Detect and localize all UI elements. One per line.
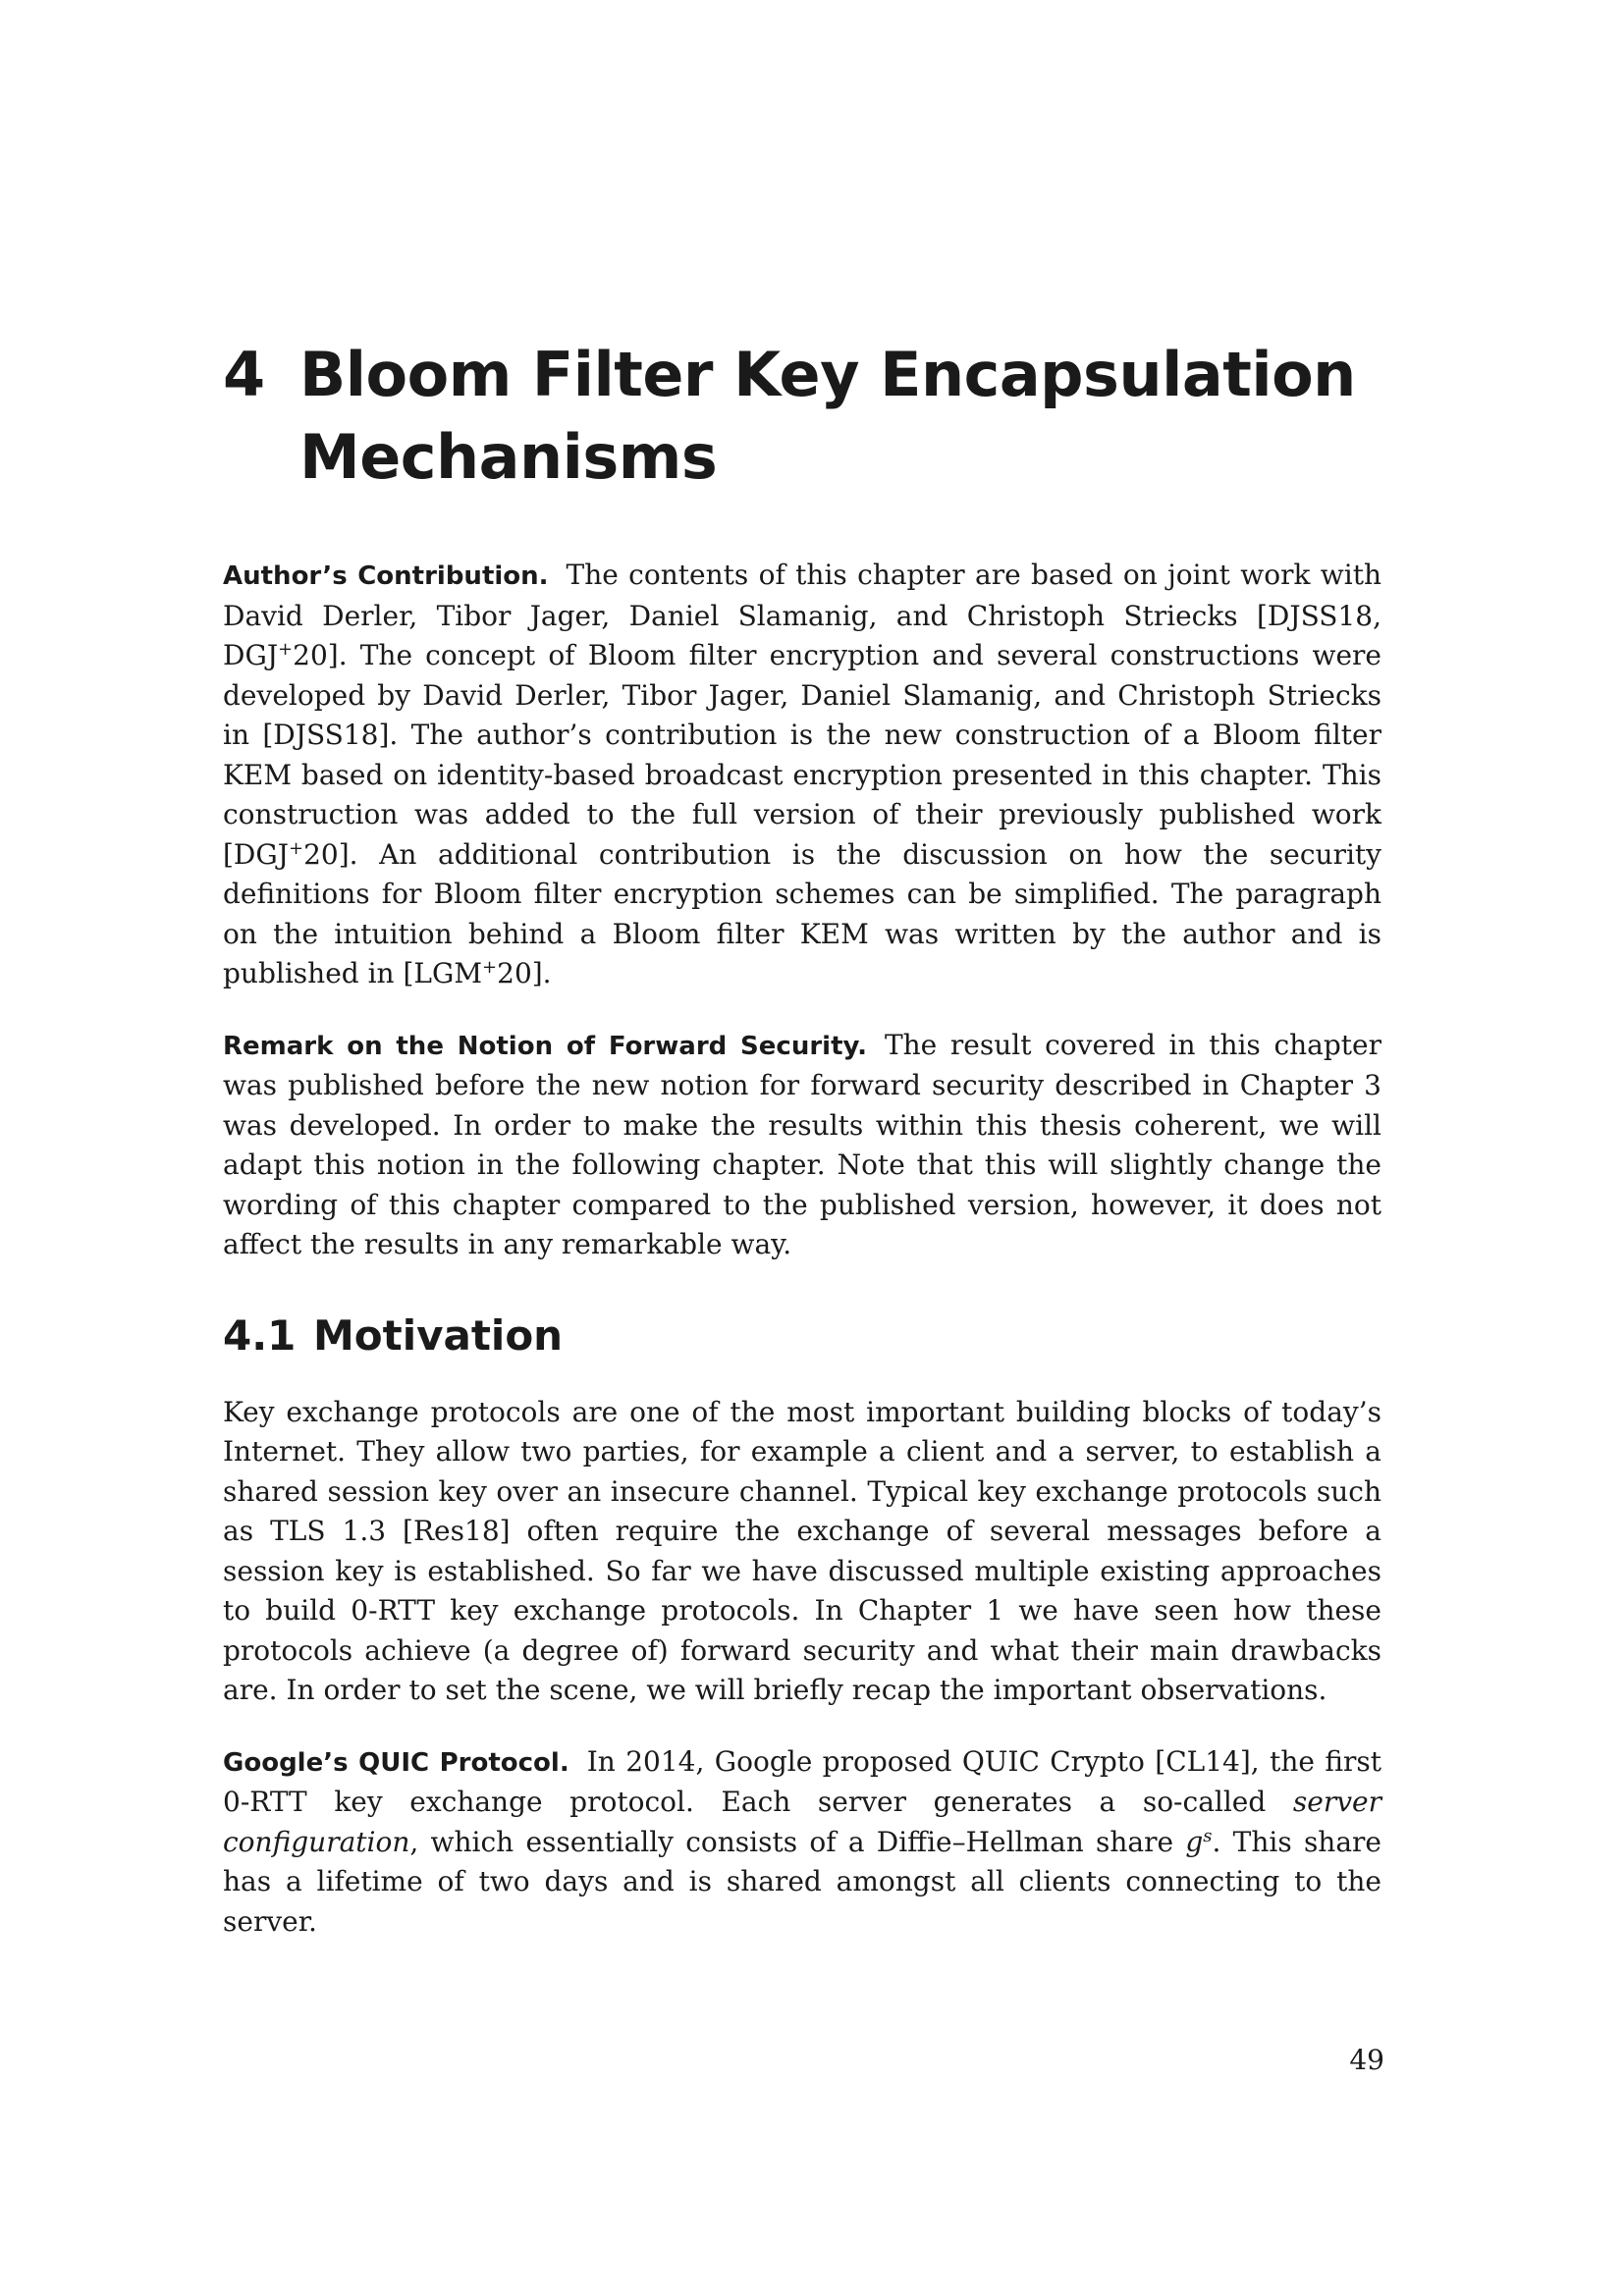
section-title: [223, 1308, 1381, 1363]
authors-contribution-heading: Author’s Contribution.: [223, 561, 549, 591]
page-number: 49: [1349, 2044, 1384, 2076]
page-content: [223, 334, 1381, 1942]
superscript-plus: +: [288, 837, 304, 859]
quic-text-2: , which essentially consists of a Diffie–Hellman share: [409, 1825, 1174, 1858]
quic-heading: Google’s QUIC Protocol.: [223, 1747, 569, 1778]
authors-contribution-paragraph: [223, 556, 1381, 994]
remark-heading: Remark on the Notion of Forward Security.: [223, 1031, 867, 1061]
quic-text-1: In 2014, Google proposed QUIC Crypto [CL14], the first 0-RTT key exchange protocol. Each server generates a so-called: [223, 1744, 1381, 1818]
server-configuration-term: server configuration: [223, 1786, 1382, 1858]
remark-paragraph: [223, 1026, 1381, 1265]
math-superscript-s: s: [1203, 1825, 1213, 1846]
quic-text-3: . This share has a lifetime of two days and is shared amongst all clients connecting to the server.: [223, 1825, 1381, 1938]
chapter-title: [223, 334, 1381, 499]
quic-paragraph: [223, 1742, 1381, 1943]
section-title-text: Motivation: [313, 1310, 564, 1360]
chapter-title-text: Bloom Filter Key Encapsulation Mechanisms: [299, 339, 1356, 493]
authors-contribution-text-3: 20]. An additional contribution is the discussion on how the security definitions for Bloom filter encryption schemes can be simplified. The paragraph on the intuition behind a Bloom filter KEM was written by the author and is published in [LGM: [223, 837, 1381, 989]
superscript-plus: +: [482, 957, 498, 978]
remark-text: The result covered in this chapter was published before the new notion for forward security described in Chapter 3 was developed. In order to make the results within this thesis coherent, we will adapt this notion in the following chapter. Note that this will slightly change the wording of this chapter compared to the published version, however, it does not affect the results in any remarkable way.: [223, 1028, 1381, 1260]
section-number: 4.1: [223, 1310, 297, 1360]
authors-contribution-text-1: The contents of this chapter are based on joint work with David Derler, Tibor Jager, Daniel Slamanig, and Christoph Striecks [DJSS18, DGJ: [223, 559, 1382, 671]
authors-contribution-text-2: 20]. The concept of Bloom filter encryption and several constructions were developed by David Derler, Tibor Jager, Daniel Slamanig, and Christoph Striecks in [DJSS18]. The author’s contribution is the new construction of a Bloom filter KEM based on identity-based broadcast encryption presented in this chapter. This construction was added to the full version of their previously published work [DGJ: [223, 639, 1381, 871]
motivation-paragraph: Key exchange protocols are one of the most important building blocks of today’s Internet. They allow two parties, for example a client and a server, to establish a shared session key over an insecure channel. Typical key exchange protocols such as TLS 1.3 [Res18] often require the exchange of several messages before a session key is established. So far we have discussed multiple existing approaches to build 0-RTT key exchange protocols. In Chapter 1 we have seen how these protocols achieve (a degree of) forward security and what their main drawbacks are. In order to set the scene, we will briefly recap the important observations.: [223, 1395, 1381, 1706]
math-g: g: [1185, 1825, 1204, 1858]
chapter-number: 4: [223, 339, 265, 410]
authors-contribution-text-4: 20].: [497, 957, 552, 989]
superscript-plus: +: [278, 639, 294, 660]
